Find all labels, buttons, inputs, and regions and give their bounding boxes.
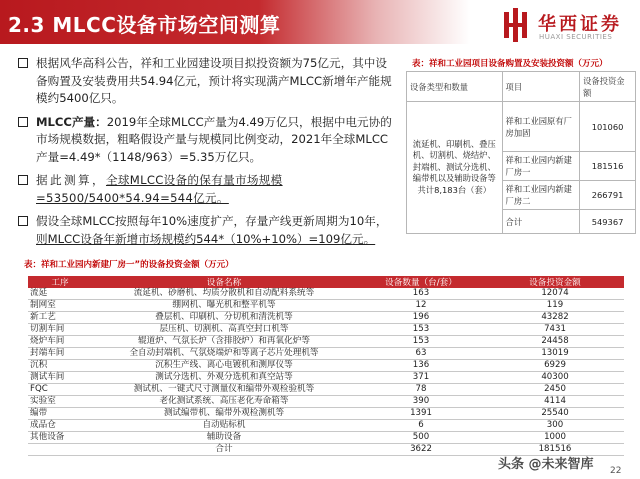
process-cell: 沉积 — [28, 360, 92, 372]
logo-english-name: HUAXI SECURITIES — [539, 33, 613, 41]
process-cell: 流延 — [28, 288, 92, 300]
bullet-item — [18, 172, 396, 207]
table-row — [407, 102, 636, 152]
header-equipment-name: 设备名称 — [92, 276, 356, 288]
equipment-name-cell: 老化测试系统、高压老化寿命箱等 — [92, 396, 356, 408]
process-cell: 制网室 — [28, 300, 92, 312]
table-row — [28, 336, 624, 348]
investment-amount-cell: 2450 — [486, 384, 624, 396]
header-process: 工序 — [28, 276, 92, 288]
table-header-row — [407, 72, 636, 102]
equipment-count-cell: 371 — [356, 372, 486, 384]
equipment-name-cell: 绷网机、曝光机和整平机等 — [92, 300, 356, 312]
process-cell: 实验室 — [28, 396, 92, 408]
equipment-name-cell: 自动贴标机 — [92, 420, 356, 432]
bullet-list — [18, 55, 396, 254]
bullet-item — [18, 114, 396, 167]
header-equipment-type: 设备类型和数量 — [407, 72, 503, 102]
equipment-count-cell: 500 — [356, 432, 486, 444]
header-project: 项目 — [502, 72, 580, 102]
square-bullet-icon — [18, 216, 28, 226]
investment-amount-cell: 181516 — [486, 444, 624, 456]
equipment-name-cell: 辅助设备 — [92, 432, 356, 444]
table-row — [28, 288, 624, 300]
amount-cell: 266791 — [580, 181, 636, 210]
table-row — [28, 384, 624, 396]
equipment-count-cell: 390 — [356, 396, 486, 408]
logo-chinese-name: 华西证券 — [538, 14, 622, 35]
header-equipment-count: 设备数量（台/套） — [356, 276, 486, 288]
investment-amount-cell: 119 — [486, 300, 624, 312]
equipment-name-cell: 测试机、一键式尺寸测量仪和编带外观检验机等 — [92, 384, 356, 396]
huaxi-logo-icon — [502, 8, 530, 42]
project-cell: 祥和工业园内新建厂房二 — [502, 181, 580, 210]
process-cell: 成品仓 — [28, 420, 92, 432]
total-label: 合计 — [502, 210, 580, 234]
process-cell: 切割车间 — [28, 324, 92, 336]
square-bullet-icon — [18, 175, 28, 185]
header-amount: 设备投资金额 — [580, 72, 636, 102]
bullet-bold-label: MLCC产量： — [36, 114, 107, 129]
equipment-count-cell: 196 — [356, 312, 486, 324]
investment-amount-cell: 13019 — [486, 348, 624, 360]
bottom-table-caption: 表：祥和工业园内新建厂房一”的设备投资金额（万元） — [24, 260, 234, 270]
equipment-name-cell: 叠层机、印刷机、分切机和清洗机等 — [92, 312, 356, 324]
process-cell: 新工艺 — [28, 312, 92, 324]
bullet-underlined-text: 全球MLCC设备的保有量市场规模=53500/5400*54.94=544亿元。 — [36, 173, 283, 205]
total-amount: 549367 — [580, 210, 636, 234]
bullet-text: 假设全球MLCC按照每年10%速度扩产，存量产线更新周期为10年， — [36, 214, 388, 228]
project-cell: 祥和工业园内新建厂房一 — [502, 152, 580, 181]
equipment-category-cell: 流延机、印刷机、叠压机、切割机、烧结炉、封端机、测试分选机、编带机以及辅助设备等共计8,183台（套） — [407, 102, 503, 234]
table-header-row — [28, 276, 624, 288]
equipment-name-cell: 层压机、切割机、高真空封口机等 — [92, 324, 356, 336]
equipment-name-cell: 全自动封端机、气氛烧端炉和等离子芯片处理机等 — [92, 348, 356, 360]
equipment-name-cell: 沉积生产线、离心电镀机和测厚仪等 — [92, 360, 356, 372]
page-number: 22 — [610, 466, 622, 476]
investment-amount-cell: 4114 — [486, 396, 624, 408]
equipment-name-cell: 合计 — [92, 444, 356, 456]
equipment-name-cell: 测试分选机、外观分选机和真空站等 — [92, 372, 356, 384]
bullet-underlined-text: 则MLCC设备年新增市场规模约544*（10%+10%）=109亿元。 — [36, 231, 376, 246]
investment-amount-cell: 24458 — [486, 336, 624, 348]
bullet-item — [18, 213, 396, 248]
process-cell: 烧炉车间 — [28, 336, 92, 348]
table-row — [28, 300, 624, 312]
process-cell: FQC — [28, 384, 92, 396]
bullet-text: 根据风华高科公告，祥和工业园建设项目拟投资额为75亿元，其中设备购置及安装费用共54.94亿元，预计将实现满产MLCC新增年产能规模约5400亿只。 — [36, 56, 392, 105]
equipment-count-cell: 153 — [356, 324, 486, 336]
equipment-investment-table — [28, 276, 624, 456]
page-title: 2.3 MLCC设备市场空间测算 — [8, 13, 281, 37]
square-bullet-icon — [18, 117, 28, 127]
title-bar — [0, 0, 470, 44]
table-row — [28, 396, 624, 408]
process-cell: 测试车间 — [28, 372, 92, 384]
equipment-count-cell: 6 — [356, 420, 486, 432]
process-cell: 编带 — [28, 408, 92, 420]
investment-amount-cell: 43282 — [486, 312, 624, 324]
table-row — [28, 324, 624, 336]
amount-cell: 181516 — [580, 152, 636, 181]
investment-amount-cell: 7431 — [486, 324, 624, 336]
equipment-count-cell: 1391 — [356, 408, 486, 420]
investment-amount-cell: 25540 — [486, 408, 624, 420]
table-row — [28, 432, 624, 444]
header-investment-amount: 设备投资金额 — [486, 276, 624, 288]
equipment-count-cell: 63 — [356, 348, 486, 360]
equipment-count-cell: 12 — [356, 300, 486, 312]
equipment-name-cell: 辊道炉、气氛长炉（含排胶炉）和再氧化炉等 — [92, 336, 356, 348]
equipment-name-cell: 测试编带机、编带外观检测机等 — [92, 408, 356, 420]
table-row — [28, 348, 624, 360]
table-row — [28, 312, 624, 324]
bullet-text: 2019年全球MLCC产量为4.49万亿只，根据中电元协的市场规模数据，粗略假设产量与规模同比例变动，2021年全球MLCC产量=4.49*（1148/963）=5.35万亿只。 — [36, 114, 392, 164]
equipment-count-cell: 78 — [356, 384, 486, 396]
table-row — [28, 360, 624, 372]
equipment-count-cell: 136 — [356, 360, 486, 372]
table-row — [28, 420, 624, 432]
project-cell: 祥和工业园原有厂房加固 — [502, 102, 580, 152]
square-bullet-icon — [18, 58, 28, 68]
source-watermark: 头条 @未来智库 — [498, 457, 594, 472]
process-cell — [28, 444, 92, 456]
right-table-caption: 表：祥和工业园项目设备购置及安装投资额（万元） — [412, 59, 608, 69]
investment-amount-cell: 12074 — [486, 288, 624, 300]
table-row — [28, 408, 624, 420]
equipment-name-cell: 流延机、砂磨机、均质分散机和自动配料系统等 — [92, 288, 356, 300]
project-investment-table — [406, 71, 636, 234]
investment-amount-cell: 300 — [486, 420, 624, 432]
equipment-count-cell: 153 — [356, 336, 486, 348]
table-body — [28, 288, 624, 456]
amount-cell: 101060 — [580, 102, 636, 152]
process-cell: 封端车间 — [28, 348, 92, 360]
investment-amount-cell: 1000 — [486, 432, 624, 444]
bullet-item — [18, 55, 396, 108]
table-row — [28, 372, 624, 384]
investment-amount-cell: 40300 — [486, 372, 624, 384]
process-cell: 其他设备 — [28, 432, 92, 444]
equipment-count-cell: 163 — [356, 288, 486, 300]
company-logo — [502, 6, 638, 46]
investment-amount-cell: 6929 — [486, 360, 624, 372]
bullet-text: 据此测算， — [36, 173, 106, 187]
equipment-count-cell: 3622 — [356, 444, 486, 456]
